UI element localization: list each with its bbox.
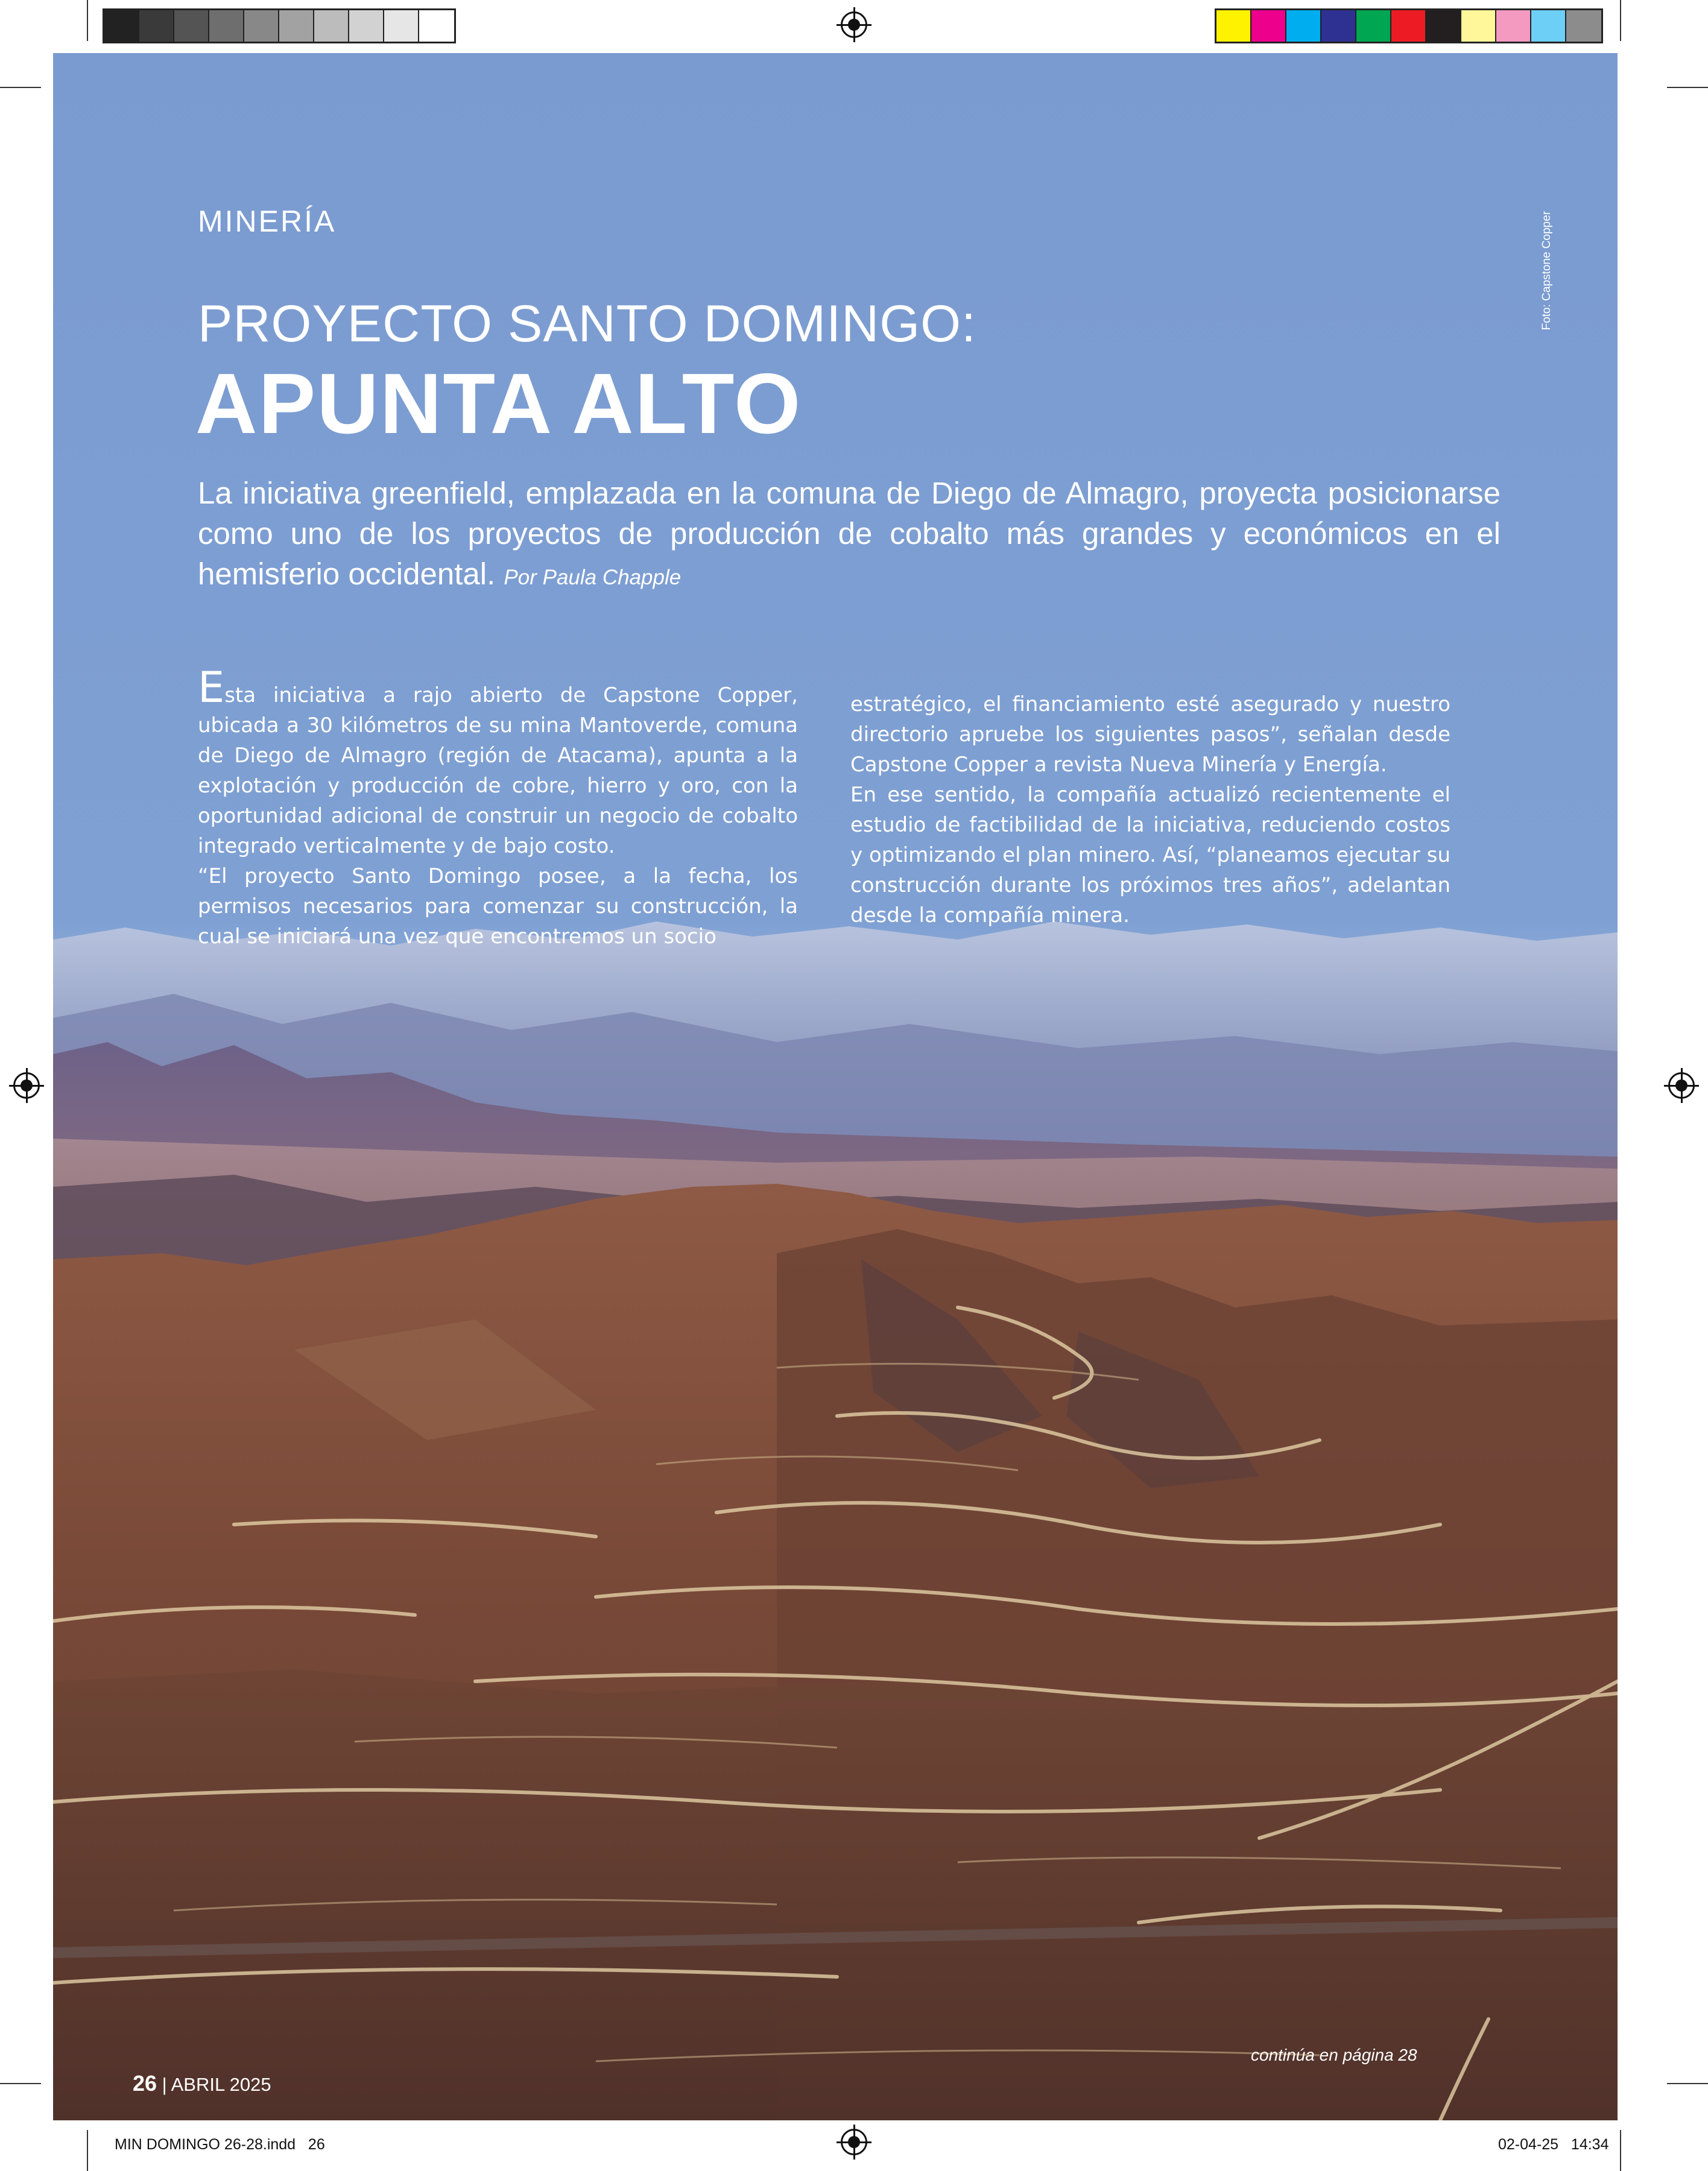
continues-note: continúa en página 28 bbox=[1251, 2046, 1417, 2064]
color-swatch bbox=[1461, 10, 1496, 42]
crop-mark bbox=[1620, 0, 1621, 41]
color-swatch bbox=[1531, 10, 1566, 42]
body-column-right bbox=[850, 689, 1450, 931]
slug-datetime: 02-04-25 14:34 bbox=[1498, 2136, 1609, 2153]
gray-swatch bbox=[244, 10, 279, 42]
gray-swatch bbox=[314, 10, 349, 42]
registration-mark-top bbox=[841, 11, 867, 38]
color-swatch bbox=[1216, 10, 1251, 42]
page-number: 26 bbox=[133, 2071, 157, 2096]
registration-mark-left bbox=[13, 1072, 40, 1099]
color-swatch bbox=[1496, 10, 1531, 42]
color-swatch bbox=[1566, 10, 1601, 42]
section-label: MINERÍA bbox=[198, 204, 337, 238]
lead-text: La iniciativa greenfield, emplazada en la comuna de Diego de Almagro, proyecta posicionarse como uno de los proyectos de producción de cobalto más grandes y económicos en el hemisferio occidental. bbox=[198, 476, 1501, 591]
body-paragraph: “El proyecto Santo Domingo posee, a la fecha, los permisos necesarios para comenzar su construcción, la cual se iniciará una vez que encontremos un socio bbox=[198, 864, 798, 949]
crop-mark bbox=[0, 87, 41, 88]
body-text: sta iniciativa a rajo abierto de Capstone Copper, ubicada a 30 kilómetros de su mina Mantoverde, comuna de Diego de Almagro (región de Atacama), apunta a la explotación y producción de cobre, hierro y oro, con la oportunidad adicional de construir un negocio de cobalto integrado verticalmente y de bajo costo. bbox=[198, 683, 798, 858]
crop-mark bbox=[1620, 2130, 1621, 2171]
magazine-page bbox=[53, 53, 1618, 2120]
color-swatch bbox=[1426, 10, 1461, 42]
gray-swatch bbox=[104, 10, 139, 42]
drop-cap: E bbox=[198, 663, 225, 712]
byline: Por Paula Chapple bbox=[504, 566, 682, 589]
headline-line-2: APUNTA ALTO bbox=[195, 356, 802, 452]
gray-calibration-bar bbox=[103, 8, 456, 43]
color-swatch bbox=[1286, 10, 1321, 42]
gray-swatch bbox=[279, 10, 314, 42]
color-swatch bbox=[1321, 10, 1356, 42]
page-footer bbox=[133, 2071, 271, 2096]
issue-date: ABRIL 2025 bbox=[171, 2074, 271, 2095]
color-calibration-bar bbox=[1215, 8, 1603, 43]
crop-mark bbox=[87, 0, 88, 41]
gray-swatch bbox=[419, 10, 454, 42]
color-swatch bbox=[1391, 10, 1426, 42]
crop-mark bbox=[1667, 87, 1708, 88]
color-swatch bbox=[1251, 10, 1286, 42]
gray-swatch bbox=[349, 10, 384, 42]
gray-swatch bbox=[174, 10, 209, 42]
registration-mark-right bbox=[1668, 1072, 1695, 1099]
body-column-left bbox=[198, 663, 798, 952]
body-paragraph bbox=[198, 663, 798, 861]
body-paragraph: En ese sentido, la compañía actualizó recientemente el estudio de factibilidad de la iniciativa, reduciendo costos y optimizando el plan minero. Así, “planeamos ejecutar su construcción durante los próximos tres años”, adelantan desde la compañía minera. bbox=[850, 783, 1450, 927]
lead-paragraph bbox=[198, 473, 1501, 598]
body-paragraph: estratégico, el financiamiento esté asegurado y nuestro directorio apruebe los siguientes pasos”, señalan desde Capstone Copper a revista Nueva Minería y Energía. bbox=[850, 692, 1450, 777]
gray-swatch bbox=[209, 10, 244, 42]
footer-separator: | bbox=[157, 2074, 171, 2095]
headline-line-1: PROYECTO SANTO DOMINGO: bbox=[198, 295, 976, 353]
registration-mark-bottom bbox=[841, 2129, 867, 2155]
crop-mark bbox=[87, 2130, 88, 2171]
slug-file-name: MIN DOMINGO 26-28.indd 26 bbox=[115, 2136, 325, 2153]
photo-credit: Foto: Capstone Copper bbox=[1540, 211, 1553, 330]
crop-mark bbox=[1667, 2083, 1708, 2084]
crop-mark bbox=[0, 2083, 41, 2084]
color-swatch bbox=[1356, 10, 1391, 42]
gray-swatch bbox=[139, 10, 174, 42]
gray-swatch bbox=[384, 10, 419, 42]
